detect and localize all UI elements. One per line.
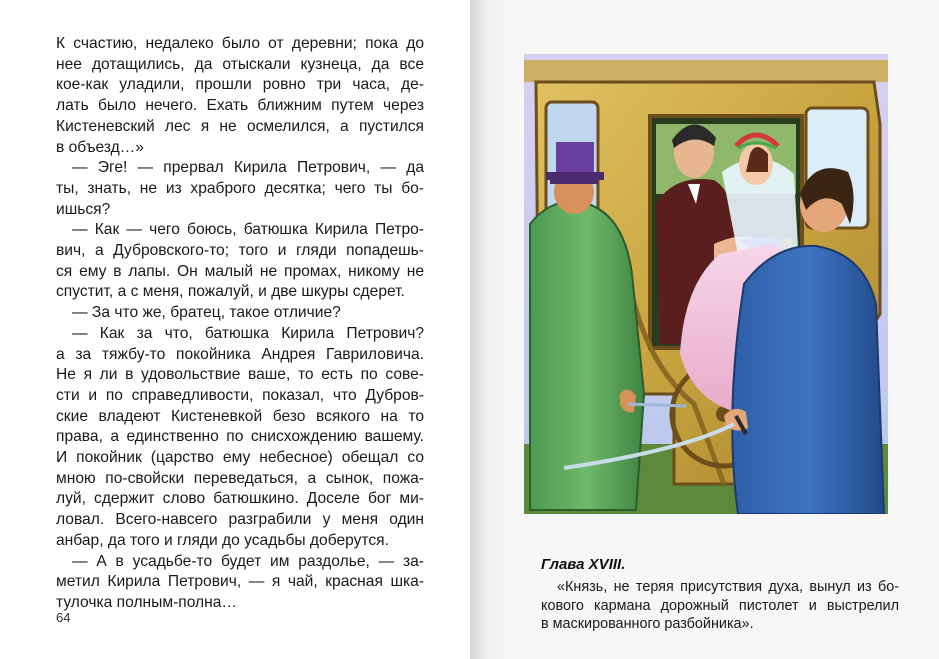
knife-icon — [628, 404, 686, 406]
text-line: ты, знать, не из храброго десятка; чего ты бо- — [56, 179, 424, 197]
text-line: ские владеют Кистеневкой безо всякого на то — [56, 407, 424, 425]
text-line: — Эге! — прервал Кирила Петрович, — да — [72, 159, 424, 177]
text-line: в маскированного разбойника». — [541, 616, 754, 632]
page-number: 64 — [56, 610, 71, 625]
text-line: «Князь, не теряя присутствия духа, вынул из бо- — [557, 579, 899, 595]
text-line: ишься? — [56, 200, 111, 218]
text-line: мною по-свойски переведаться, а сынок, пожа- — [56, 469, 424, 487]
text-line: сти и по справедливости, показал, что Дубров- — [56, 386, 424, 404]
text-line: — Как за что, батюшка Кирила Петрович? — [72, 324, 424, 342]
text-line: ловал. Всего-навсего разграбили у меня один — [56, 511, 424, 529]
text-line: кового кармана дорожный пистолет и выстрелил — [541, 597, 899, 614]
text-line: Кистеневский лес я не осмелился, а пустился — [56, 117, 424, 135]
text-line: лать было нечего. Ехать ближним путем через — [56, 97, 424, 115]
text-line: — Как — чего боюсь, батюшка Кирила Петро- — [72, 221, 424, 239]
text-line: К счастию, недалеко было от деревни; пока до — [56, 35, 424, 52]
text-line: кое-как уладили, прошли ровно три часа, де- — [56, 76, 424, 94]
text-line: метил Кирила Петрович, — я чай, красная шка- — [56, 573, 424, 591]
text-line: тулочка полным-полна… — [56, 593, 238, 611]
illustration-caption — [541, 578, 899, 634]
text-line: в объезд…» — [56, 138, 144, 156]
text-line: И покойник (царство ему небесное) обещал со — [56, 449, 424, 467]
text-line: нее дотащились, да отыскали кузнеца, да все — [56, 55, 424, 73]
text-line: ся ему в лапы. Он малый не промах, никому не — [56, 262, 424, 280]
text-line: анбар, да того и гляди до усадьбы доберутся. — [56, 531, 389, 549]
text-line: — За что же, братец, такое отличие? — [72, 304, 341, 322]
text-line: права, а единственно по снисхождению вашему. — [56, 428, 424, 446]
text-line: Не я ли в удовольствие ваше, то есть по сове- — [56, 366, 424, 384]
carriage-robbery-illustration — [524, 54, 888, 514]
left-page-text — [56, 34, 424, 614]
text-line: вич, а Дубровского-то; того и гляди попадешь- — [56, 242, 424, 260]
text-line: луй, сдержит слово батюшкино. Доселе бог ми- — [56, 490, 424, 508]
text-line: — А в усадьбе-то будет им раздолье, — за- — [72, 552, 424, 570]
chapter-title: Глава XVIII. — [541, 556, 626, 573]
text-line: спустит, а с меня, пожалуй, и две шкуры сдерет. — [56, 283, 405, 301]
top-hat-icon — [556, 142, 594, 176]
carriage-roof — [524, 60, 888, 82]
text-line: а за тяжбу-то покойника Андрея Гавриловича. — [56, 345, 424, 363]
